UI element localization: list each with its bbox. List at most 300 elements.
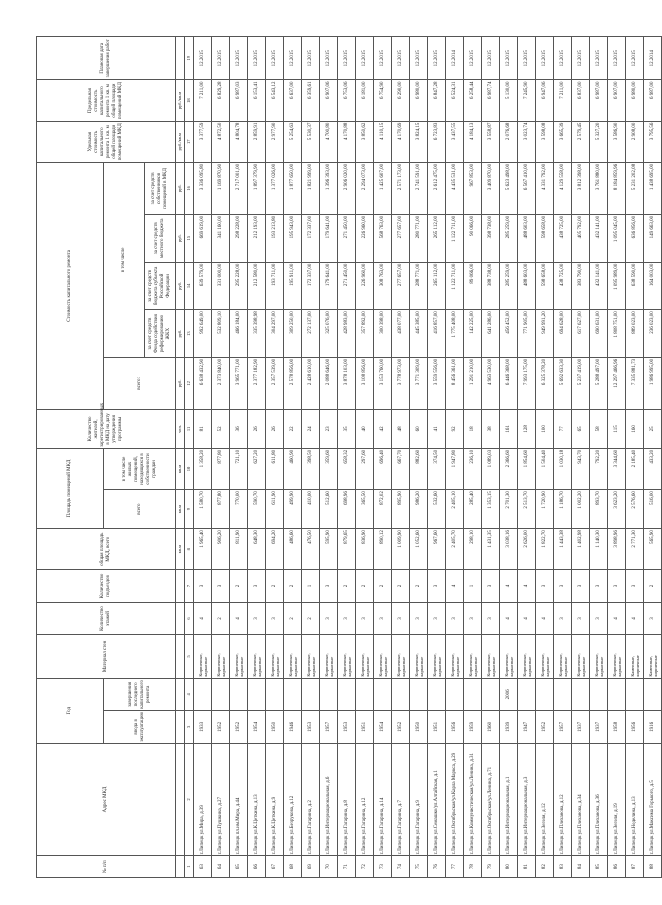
row-number: 66 <box>248 856 266 878</box>
year-built-cell: 1933 <box>194 711 212 744</box>
row-number: 64 <box>212 856 230 878</box>
residents-cell: 23 <box>320 409 338 448</box>
year-built-cell: 1952 <box>536 711 554 744</box>
year-built-cell: 1950 <box>410 711 428 744</box>
area-residential-cell: 236,10 <box>464 448 482 489</box>
cost-total-cell: 2 428 610,00 <box>302 357 320 409</box>
cost-owners-cell: 4 129 558,00 <box>554 162 572 214</box>
area-all-cell: 1 720,90 <box>536 490 554 529</box>
year-built-cell: 1939 <box>500 711 518 744</box>
residents-cell: 161 <box>500 409 518 448</box>
limit-cost-cell: 6 907,06 <box>320 80 338 121</box>
header-unit-cost: Удельная стоимость капитального ремонта 1 кв. м общей площади помещений МКД <box>37 121 176 162</box>
floors-cell: 3 <box>266 602 284 635</box>
limit-cost-cell: 7 211,00 <box>554 80 572 121</box>
row-number: 76 <box>428 856 446 878</box>
total-area-cell: 298,10 <box>464 529 482 570</box>
address-cell: г.Липецк ул.Мира, д.39 <box>194 743 212 856</box>
floors-cell: 3 <box>590 602 608 635</box>
floors-cell: 3 <box>338 602 356 635</box>
residents-cell: 100 <box>536 409 554 448</box>
cost-total-cell: 3 965 771,00 <box>230 357 248 409</box>
row-number: 88 <box>644 856 662 878</box>
area-all-cell: 1 580,70 <box>194 490 212 529</box>
unit-cost-cell: 4 110,15 <box>374 121 392 162</box>
cost-total-cell: 5 692 633,30 <box>554 357 572 409</box>
year-repair-cell <box>428 678 446 711</box>
header-area-all: всего <box>104 490 176 529</box>
year-repair-cell <box>626 678 644 711</box>
cost-owners-cell: 1 425 607,00 <box>374 162 392 214</box>
wall-material-cell: Кирпичные, каркасные <box>212 635 230 678</box>
entrances-cell: 3 <box>212 570 230 603</box>
residents-cell: 26 <box>266 409 284 448</box>
floors-cell: 4 <box>230 602 248 635</box>
deadline-cell: 12.2015 <box>572 37 590 81</box>
cost-total-cell: 5 237 419,00 <box>572 357 590 409</box>
address-cell: г.Липецк пл.им.Мира, д.44 <box>230 743 248 856</box>
address-cell: г.Липецк ул.Октябрьская/ул.Карла Маркса, д.29 <box>446 743 464 856</box>
entrances-cell: 3 <box>320 570 338 603</box>
year-repair-cell <box>518 678 536 711</box>
column-number-cell: 3 <box>185 711 194 744</box>
row-number: 68 <box>284 856 302 878</box>
cost-local-cell: 341 160,00 <box>212 214 230 262</box>
cost-total-cell: 3 108 856,00 <box>356 357 374 409</box>
cost-local-cell: 285 259,00 <box>500 214 518 262</box>
residents-cell: 115 <box>608 409 626 448</box>
column-number-cell: 7 <box>185 570 194 603</box>
limit-cost-cell: 6 837,00 <box>572 80 590 121</box>
wall-material-cell: Кирпичные, каркасные <box>302 635 320 678</box>
unit-cell: руб. <box>176 214 185 262</box>
area-all-cell: 532,60 <box>428 490 446 529</box>
wall-material-cell: Кирпичные, каркасные <box>518 635 536 678</box>
row-number: 70 <box>320 856 338 878</box>
entrances-cell: 2 <box>374 570 392 603</box>
year-repair-cell <box>590 678 608 711</box>
floors-cell: 4 <box>626 602 644 635</box>
cost-local-cell: 280 771,00 <box>410 214 428 262</box>
unit-cost-cell: 3 586,90 <box>608 121 626 162</box>
area-residential-cell: 297,60 <box>356 448 374 489</box>
table-row <box>464 37 482 878</box>
area-residential-cell: 792,20 <box>590 448 608 489</box>
total-area-cell: 879,65 <box>338 529 356 570</box>
row-number: 86 <box>608 856 626 878</box>
cost-region-cell: 193 711,00 <box>266 262 284 310</box>
floors-cell: 3 <box>428 602 446 635</box>
row-number: 83 <box>554 856 572 878</box>
deadline-cell: 12.2015 <box>626 37 644 81</box>
cost-owners-cell: 8 184 859,96 <box>608 162 626 214</box>
table-row <box>320 37 338 878</box>
unit-cost-cell: 3 377,59 <box>194 121 212 162</box>
area-all-cell: 872,02 <box>374 490 392 529</box>
cost-total-cell: 3 878 103,00 <box>338 357 356 409</box>
cost-total-cell: 2 357 539,00 <box>266 357 284 409</box>
deadline-cell: 12.2015 <box>194 37 212 81</box>
unit-cost-cell: 3 023,74 <box>518 121 536 162</box>
area-residential-cell: 374,50 <box>428 448 446 489</box>
floors-cell: 3 <box>446 602 464 635</box>
cost-local-cell: 598 658,00 <box>536 214 554 262</box>
entrances-cell: 2 <box>644 570 662 603</box>
limit-cost-cell: 6 980,00 <box>626 80 644 121</box>
row-number: 75 <box>410 856 428 878</box>
year-repair-cell <box>194 678 212 711</box>
row-number: 84 <box>572 856 590 878</box>
total-area-cell: 906,20 <box>212 529 230 570</box>
total-area-cell: 2 771,30 <box>626 529 644 570</box>
floors-cell: 3 <box>410 602 428 635</box>
table-row <box>212 37 230 878</box>
year-built-cell: 1951 <box>428 711 446 744</box>
table-row <box>266 37 284 878</box>
area-residential-cell: 1 089,03 <box>482 448 500 489</box>
unit-cell <box>176 635 185 678</box>
address-cell: г.Липецк ул.Зегеля, д.19 <box>608 743 626 856</box>
area-all-cell: 3 623,20 <box>608 490 626 529</box>
deadline-cell: 12.2015 <box>356 37 374 81</box>
row-number: 74 <box>392 856 410 878</box>
address-cell: г.Липецк ул.Плеханова, д.36 <box>590 743 608 856</box>
row-number: 78 <box>464 856 482 878</box>
wall-material-cell: Кирпичные, каркасные <box>572 635 590 678</box>
floors-cell: 3 <box>644 602 662 635</box>
cost-fund-cell: 272 137,00 <box>302 310 320 358</box>
floors-cell: 4 <box>500 602 518 635</box>
column-number-cell: 6 <box>185 602 194 635</box>
unit-cost-cell: 4 170,88 <box>338 121 356 162</box>
cost-fund-cell: 357 892,00 <box>356 310 374 358</box>
total-area-cell: 836,90 <box>356 529 374 570</box>
wall-material-cell: Кирпичные, каркасные <box>284 635 302 678</box>
address-cell: г.Липецк ул.Интернациональная, д.3 <box>518 743 536 856</box>
table-body <box>194 37 662 878</box>
year-repair-cell <box>356 678 374 711</box>
wall-material-cell: Кирпичные, каркасные <box>482 635 500 678</box>
unit-cost-cell: 3 795,56 <box>644 121 662 162</box>
cost-region-cell: 212 580,00 <box>248 262 266 310</box>
cost-owners-cell: 5 231 202,08 <box>626 162 644 214</box>
header-entrances: Количество подъездов <box>37 570 176 603</box>
deadline-cell: 12.2015 <box>428 37 446 81</box>
address-cell: г.Липецк ул.Плеханова, д.34 <box>572 743 590 856</box>
entrances-cell: 4 <box>446 570 464 603</box>
year-repair-cell <box>572 678 590 711</box>
entrances-cell: 2 <box>230 570 248 603</box>
cost-fund-cell: 456 452,00 <box>500 310 518 358</box>
year-built-cell: 1956 <box>626 711 644 744</box>
entrances-cell: 2 <box>284 570 302 603</box>
area-residential-cell: 943,70 <box>572 448 590 489</box>
entrances-cell: 3 <box>536 570 554 603</box>
year-built-cell: 1953 <box>302 711 320 744</box>
cost-owners-cell: 2 294 073,00 <box>356 162 374 214</box>
limit-cost-cell: 7 245,90 <box>518 80 536 121</box>
cost-fund-cell: 428 983,00 <box>338 310 356 358</box>
cost-region-cell: 172 337,00 <box>302 262 320 310</box>
cost-fund-cell: 889 023,00 <box>626 310 644 358</box>
unit-cost-cell: 3 598,08 <box>536 121 554 162</box>
year-repair-cell <box>392 678 410 711</box>
unit-cost-cell: 5 530,37 <box>302 121 320 162</box>
unit-cell: руб. <box>176 162 185 214</box>
cost-region-cell: 89 066,00 <box>464 262 482 310</box>
column-number-cell: 10 <box>185 448 194 489</box>
total-area-cell: 694,20 <box>266 529 284 570</box>
deadline-cell: 12.2015 <box>392 37 410 81</box>
unit-cost-cell: 3 824,15 <box>410 121 428 162</box>
unit-cell: руб. <box>176 310 185 358</box>
header-material: Материал стен <box>37 635 176 678</box>
year-repair-cell: 2006 <box>500 678 518 711</box>
cost-owners-cell: 4 331 792,00 <box>536 162 554 214</box>
residents-cell: 160 <box>626 409 644 448</box>
area-all-cell: 2 513,70 <box>518 490 536 529</box>
area-all-cell: 1 002,20 <box>572 490 590 529</box>
cost-local-cell: 277 657,00 <box>392 214 410 262</box>
cost-region-cell: 598 658,00 <box>536 262 554 310</box>
residents-cell: 60 <box>410 409 428 448</box>
total-area-cell: 1 431,35 <box>482 529 500 570</box>
cost-total-cell: 4 963 530,00 <box>482 357 500 409</box>
address-cell: г.Липецк ул.Пушкина, д.27 <box>212 743 230 856</box>
year-repair-cell <box>536 678 554 711</box>
cost-fund-cell: 335 398,98 <box>248 310 266 358</box>
area-residential-cell: 611,80 <box>266 448 284 489</box>
address-cell: г.Липецк ул.Плеханова, д.12 <box>554 743 572 856</box>
entrances-cell: 3 <box>572 570 590 603</box>
entrances-cell: 2 <box>356 570 374 603</box>
entrances-cell: 2 <box>392 570 410 603</box>
year-repair-cell <box>320 678 338 711</box>
total-area-cell: 811,90 <box>230 529 248 570</box>
area-residential-cell: 627,20 <box>248 448 266 489</box>
header-cost-owners: за счет средств собственников помещений в МКД <box>145 162 176 214</box>
unit-cost-cell: 4 872,50 <box>212 121 230 162</box>
table-row <box>194 37 212 878</box>
residents-cell: 77 <box>554 409 572 448</box>
total-area-cell: 2 626,00 <box>518 529 536 570</box>
wall-material-cell: Кирпичные, каркасные <box>320 635 338 678</box>
residents-cell: 52 <box>212 409 230 448</box>
year-built-cell: 1937 <box>572 711 590 744</box>
cost-region-cell: 295 228,00 <box>230 262 248 310</box>
cost-fund-cell: 1 808 751,00 <box>608 310 626 358</box>
cost-region-cell: 639 579,00 <box>194 262 212 310</box>
cost-fund-cell: 641 286,00 <box>482 310 500 358</box>
entrances-cell: 4 <box>518 570 536 603</box>
unit-cost-cell: 4 170,69 <box>392 121 410 162</box>
cost-total-cell: 7 335 881,73 <box>626 357 644 409</box>
table-row <box>392 37 410 878</box>
floors-cell: 3 <box>464 602 482 635</box>
header-cost-region: за счет средств бюджета субъекта Российской Федерации <box>145 262 176 310</box>
deadline-cell: 12.2014 <box>644 37 662 81</box>
header-cost-total: всего: <box>104 357 176 409</box>
unit-cell: руб. <box>176 357 185 409</box>
cost-total-cell: 7 993 175,00 <box>518 357 536 409</box>
address-cell: г.Липецк ул.Интернациональная, д.1 <box>500 743 518 856</box>
cost-fund-cell: 694 628,00 <box>554 310 572 358</box>
header-limit-cost: Предельная стоимость капитального ремонта 1 кв. м общей площади помещений МКД <box>37 80 176 121</box>
total-area-cell: 1 965,40 <box>194 529 212 570</box>
cost-total-cell: 1 986 995,00 <box>644 357 662 409</box>
header-residents: Количество жителей, зарегистрированных в МКД на дату утверждения программы <box>37 409 176 448</box>
area-all-cell: 516,00 <box>644 490 662 529</box>
area-all-cell: 986,20 <box>410 490 428 529</box>
cost-region-cell: 308 763,00 <box>374 262 392 310</box>
row-number: 82 <box>536 856 554 878</box>
area-all-cell: 770,00 <box>230 490 248 529</box>
cost-total-cell: 3 559 556,00 <box>428 357 446 409</box>
cost-owners-cell: 3 812 398,00 <box>572 162 590 214</box>
area-residential-cell: 460,90 <box>284 448 302 489</box>
residents-cell: 40 <box>356 409 374 448</box>
cost-fund-cell: 1 775 408,00 <box>446 310 464 358</box>
residents-cell: 25 <box>644 409 662 448</box>
header-year: Год <box>37 678 104 743</box>
year-repair-cell <box>266 678 284 711</box>
area-all-cell: 499,90 <box>284 490 302 529</box>
cost-fund-cell: 992 649,00 <box>194 310 212 358</box>
header-n: № п/п <box>37 856 176 878</box>
rotated-table-container <box>36 36 658 878</box>
unit-cell: кв.м <box>176 490 185 529</box>
column-number-cell: 5 <box>185 635 194 678</box>
cost-local-cell: 212 193,00 <box>248 214 266 262</box>
year-repair-cell <box>284 678 302 711</box>
cost-fund-cell: 300 398,00 <box>374 310 392 358</box>
floors-cell: 4 <box>194 602 212 635</box>
area-residential-cell: 1 504,40 <box>536 448 554 489</box>
unit-cell: кв.м <box>176 448 185 489</box>
cost-local-cell: 271 450,00 <box>338 214 356 262</box>
column-number-cell: 8 <box>185 529 194 570</box>
address-cell: г.Липецк ул.Интернациональная, д.6 <box>320 743 338 856</box>
limit-cost-cell: 6 359,61 <box>302 80 320 121</box>
total-area-cell: 2 405,70 <box>446 529 464 570</box>
limit-cost-cell: 6 754,90 <box>374 80 392 121</box>
cost-fund-cell: 617 627,00 <box>572 310 590 358</box>
limit-cost-cell: 6 181,00 <box>356 80 374 121</box>
residents-cell: 42 <box>374 409 392 448</box>
wall-material-cell: Кирпичные, каркасные <box>608 635 626 678</box>
cost-local-cell: 193 213,80 <box>266 214 284 262</box>
year-repair-cell <box>212 678 230 711</box>
residents-cell: 92 <box>446 409 464 448</box>
wall-material-cell: Кирпичные, каркасные <box>392 635 410 678</box>
row-number: 87 <box>626 856 644 878</box>
area-all-cell: 698,96 <box>338 490 356 529</box>
area-residential-cell: 398,50 <box>302 448 320 489</box>
area-residential-cell: 877,80 <box>212 448 230 489</box>
limit-cost-cell: 6 987,00 <box>590 80 608 121</box>
limit-cost-cell: 6 947,06 <box>536 80 554 121</box>
cost-owners-cell: 1 877 650,00 <box>284 162 302 214</box>
cost-owners-cell: 1 821 999,00 <box>302 162 320 214</box>
cost-region-cell: 271 450,00 <box>338 262 356 310</box>
cost-local-cell: 226 960,00 <box>356 214 374 262</box>
cost-local-cell: 432 141,00 <box>590 214 608 262</box>
table-row <box>482 37 500 878</box>
unit-cell <box>176 570 185 603</box>
address-cell: г.Липецк ул.Максима Горького, д.5 <box>644 743 662 856</box>
year-repair-cell <box>464 678 482 711</box>
area-all-cell: 1 186,70 <box>554 490 572 529</box>
header-cost-group: Стоимость капитального ремонта <box>37 162 104 409</box>
header-cost-local: за счет средств местного бюджета <box>145 214 176 262</box>
deadline-cell: 12.2014 <box>446 37 464 81</box>
floors-cell: 3 <box>248 602 266 635</box>
limit-cost-cell: 6 753,06 <box>338 80 356 121</box>
row-number: 65 <box>230 856 248 878</box>
cost-local-cell: 265 112,00 <box>428 214 446 262</box>
unit-cost-cell: 2 076,68 <box>500 121 518 162</box>
table-row <box>554 37 572 878</box>
residents-cell: 35 <box>338 409 356 448</box>
row-number: 85 <box>590 856 608 878</box>
row-number: 80 <box>500 856 518 878</box>
residents-cell: 26 <box>248 409 266 448</box>
area-all-cell: 410,00 <box>302 490 320 529</box>
cost-region-cell: 277 657,00 <box>392 262 410 310</box>
address-cell: г.Липецк ул.Гагарина, д.14 <box>374 743 392 856</box>
header-deadline: Плановая дата завершения работ <box>37 37 176 81</box>
row-number: 71 <box>338 856 356 878</box>
table-row <box>356 37 374 878</box>
year-built-cell: 1956 <box>446 711 464 744</box>
table-row <box>284 37 302 878</box>
unit-cost-cell: 2 859,91 <box>248 121 266 162</box>
area-residential-cell: 1 358,20 <box>194 448 212 489</box>
year-repair-cell <box>338 678 356 711</box>
total-area-cell: 3 038,16 <box>500 529 518 570</box>
cost-local-cell: 1 122 711,00 <box>446 214 464 262</box>
year-repair-cell <box>446 678 464 711</box>
row-number: 81 <box>518 856 536 878</box>
column-number-cell: 19 <box>185 37 194 81</box>
cost-owners-cell: 2 571 173,00 <box>392 162 410 214</box>
limit-cost-cell: 6 829,28 <box>212 80 230 121</box>
limit-cost-cell: 6 987,74 <box>482 80 500 121</box>
floors-cell: 2 <box>302 602 320 635</box>
column-number-cell: 16 <box>185 162 194 214</box>
wall-material-cell: Кирпичные, каркасные <box>410 635 428 678</box>
total-area-cell: 967,60 <box>428 529 446 570</box>
area-residential-cell: 721,10 <box>230 448 248 489</box>
column-number-cell: 13 <box>185 310 194 358</box>
wall-material-cell: Кирпичные, каркасные <box>266 635 284 678</box>
cost-fund-cell: 532 809,10 <box>212 310 230 358</box>
floors-cell: 3 <box>482 602 500 635</box>
year-built-cell: 1952 <box>212 711 230 744</box>
cost-owners-cell: 2 717 001,00 <box>230 162 248 214</box>
cost-local-cell: 398 738,00 <box>482 214 500 262</box>
address-cell: г.Липецк ул.Гагарина, д.8 <box>338 743 356 856</box>
deadline-cell: 12.2015 <box>518 37 536 81</box>
limit-cost-cell: 7 211,00 <box>194 80 212 121</box>
cost-owners-cell: 967 853,00 <box>464 162 482 214</box>
cost-total-cell: 6 325 378,20 <box>536 357 554 409</box>
cost-region-cell: 331 000,00 <box>212 262 230 310</box>
row-number: 77 <box>446 856 464 878</box>
cost-total-cell: 6 638 432,90 <box>194 357 212 409</box>
area-residential-cell: 667,70 <box>392 448 410 489</box>
cost-fund-cell: 142 225,00 <box>464 310 482 358</box>
